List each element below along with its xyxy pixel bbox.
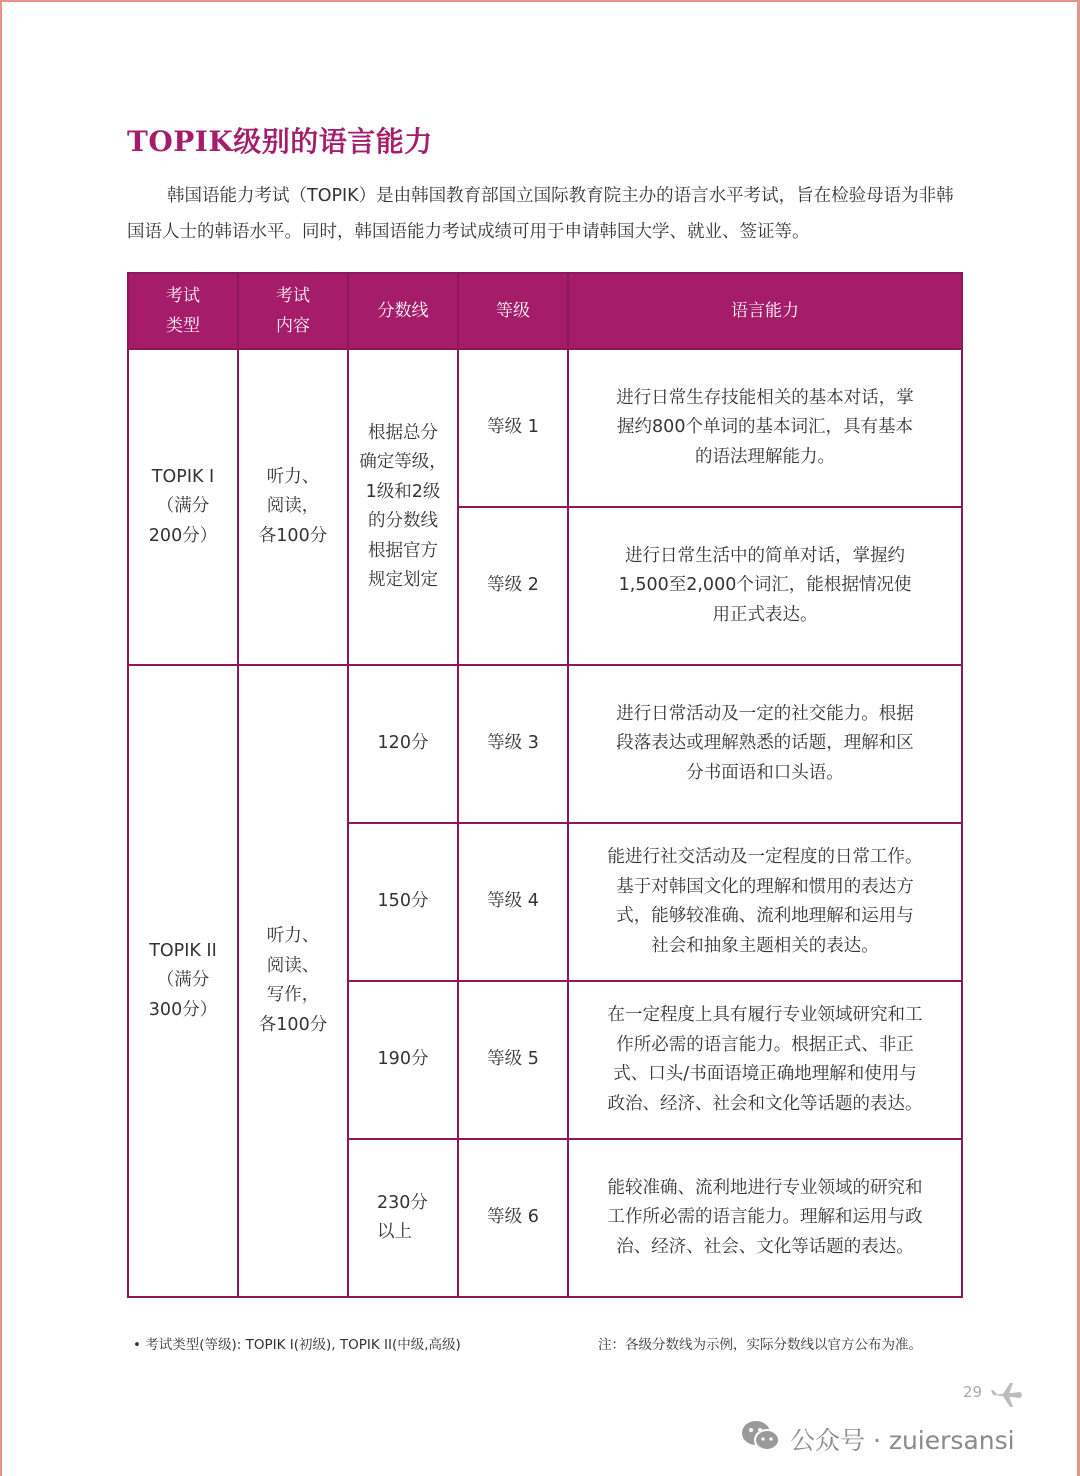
cutoff-cell — [348, 981, 458, 1139]
level-cell: 等级 1 — [458, 349, 568, 507]
cell-text: 以上 — [377, 1222, 412, 1242]
cell-text: 200分） — [148, 525, 218, 546]
cutoff-topik1 — [348, 349, 458, 665]
cell-text: 各100分 — [258, 525, 328, 546]
desc-line: 进行日常活动及一定的社交能力。根据 — [616, 703, 914, 724]
desc-line: 能较准确、流利地进行专业领域的研究和 — [607, 1177, 923, 1198]
cell-text: 阅读、 — [266, 955, 320, 976]
cell-text: （满分 — [156, 970, 210, 991]
cell-text: 150分 — [377, 891, 429, 912]
header-text: 类型 — [166, 316, 200, 336]
cell-text: 190分 — [377, 1049, 429, 1070]
cell-text: 听力、 — [266, 466, 320, 487]
header-text: 考试 — [166, 286, 200, 306]
desc-line: 作所必需的语言能力。根据正式、非正 — [616, 1034, 914, 1055]
header-level: 等级 — [458, 273, 568, 349]
ability-cell — [568, 507, 962, 665]
desc-line: 握约800个单词的基本词汇，具有基本 — [617, 417, 913, 438]
exam-type-topik1 — [128, 349, 238, 665]
ability-cell — [568, 981, 962, 1139]
desc-line: 基于对韩国文化的理解和惯用的表达方 — [616, 876, 914, 897]
ability-cell — [568, 349, 962, 507]
footnote-note: 注：各级分数线为示例，实际分数线以官方公布为准。 — [598, 1337, 922, 1353]
desc-line: 工作所必需的语言能力。理解和运用与政 — [607, 1207, 923, 1228]
desc-line: 的语法理解能力。 — [695, 446, 835, 467]
desc-line: 在一定程度上具有履行专业领域研究和工 — [607, 1005, 923, 1025]
ability-cell — [568, 823, 962, 981]
header-exam-type — [128, 273, 238, 349]
cell-text: 阅读， — [266, 496, 320, 517]
footnote-exam-types: • 考试类型(等级): TOPIK I(初级), TOPIK II(中级,高级) — [133, 1337, 461, 1353]
cell-text: 听力、 — [266, 926, 320, 946]
header-exam-content — [238, 273, 348, 349]
desc-line: 治、经济、社会、文化等话题的表达。 — [616, 1236, 914, 1257]
table-header-row — [128, 273, 962, 349]
cell-text: 根据总分 — [368, 422, 438, 443]
desc-line: 进行日常生活中的简单对话，掌握约 — [625, 545, 905, 566]
desc-line: 式、口头/书面语境正确地理解和使用与 — [613, 1064, 917, 1084]
cell-text: 120分 — [377, 733, 429, 754]
table-row — [128, 665, 962, 823]
desc-line: 进行日常生存技能相关的基本对话，掌 — [616, 387, 914, 408]
level-cell: 等级 6 — [458, 1139, 568, 1297]
level-cell: 等级 2 — [458, 507, 568, 665]
exam-type-topik2 — [128, 665, 238, 1297]
exam-content-topik2 — [238, 665, 348, 1297]
watermark — [740, 1418, 1015, 1460]
header-text: 考试 — [276, 286, 310, 306]
cell-text: 写作， — [266, 985, 320, 1005]
page-title: TOPIK级别的语言能力 — [127, 125, 433, 158]
cell-text: 230分 — [377, 1192, 428, 1213]
desc-line: 式，能够较准确、流利地理解和运用与 — [616, 906, 914, 926]
desc-line: 用正式表达。 — [712, 604, 818, 625]
desc-line: 社会和抽象主题相关的表达。 — [651, 935, 879, 956]
cutoff-cell — [348, 823, 458, 981]
desc-line: 分书面语和口头语。 — [686, 762, 844, 783]
cell-text: TOPIK I — [151, 466, 215, 487]
cell-text: 规定划定 — [368, 570, 438, 590]
cell-text: 的分数线 — [368, 511, 438, 531]
level-cell: 等级 4 — [458, 823, 568, 981]
header-text: 内容 — [276, 316, 310, 336]
ability-cell — [568, 1139, 962, 1297]
desc-line: 段落表达或理解熟悉的话题，理解和区 — [616, 733, 914, 754]
exam-content-topik1 — [238, 349, 348, 665]
cell-text: 确定等级， — [359, 452, 447, 472]
cutoff-cell — [348, 1139, 458, 1297]
wechat-icon — [740, 1418, 782, 1460]
header-ability: 语言能力 — [568, 273, 962, 349]
topik-level-table — [127, 272, 963, 1298]
cell-text: TOPIK II — [149, 940, 217, 961]
cell-text: （满分 — [156, 496, 210, 517]
cell-text: 各100分 — [258, 1014, 328, 1035]
level-cell: 等级 3 — [458, 665, 568, 823]
cell-text: 根据官方 — [368, 540, 438, 561]
header-cutoff: 分数线 — [348, 273, 458, 349]
intro-paragraph: 韩国语能力考试（TOPIK）是由韩国教育部国立国际教育院主办的语言水平考试，旨在检验母语为非韩国语人士的韩语水平。同时，韩国语能力考试成绩可用于申请韩国大学、就业、签证等。 — [127, 186, 954, 242]
desc-line: 政治、经济、社会和文化等话题的表达。 — [607, 1093, 923, 1114]
desc-line: 能进行社交活动及一定程度的日常工作。 — [607, 847, 923, 867]
cell-text: 300分） — [148, 999, 218, 1020]
ability-cell — [568, 665, 962, 823]
table-row — [128, 349, 962, 507]
level-cell: 等级 5 — [458, 981, 568, 1139]
airplane-icon — [990, 1380, 1024, 1414]
cell-text: 1级和2级 — [365, 481, 441, 502]
cutoff-cell — [348, 665, 458, 823]
page-number: 29 — [963, 1383, 983, 1401]
watermark-text: 公众号 · zuiersansi — [790, 1426, 1015, 1455]
desc-line: 1,500至2,000个词汇，能根据情况使 — [618, 575, 912, 596]
